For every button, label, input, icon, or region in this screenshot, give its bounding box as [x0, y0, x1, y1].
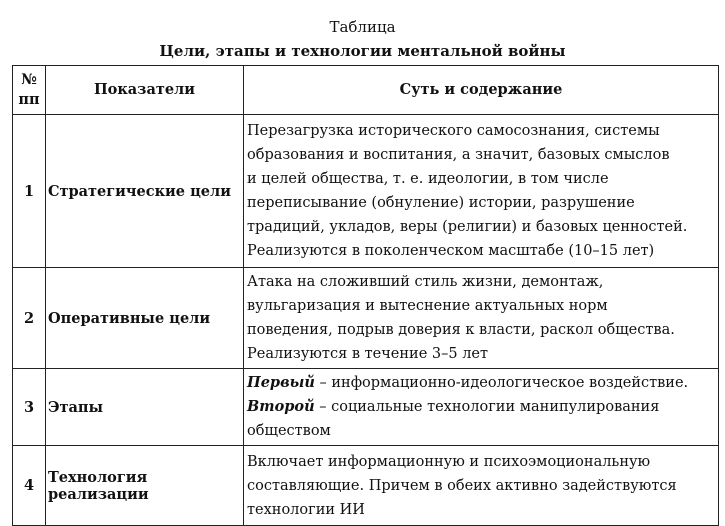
header-indicators: Показатели	[46, 66, 244, 115]
table-row	[13, 115, 719, 268]
table-title: Цели, этапы и технологии ментальной войны	[159, 42, 566, 60]
description-line: традиций, укладов, веры (религии) и базовых ценностей.	[247, 219, 688, 235]
row-indicator: Этапы	[46, 369, 244, 446]
row-indicator: Стратегические цели	[46, 115, 244, 268]
description-line: Атака на сложивший стиль жизни, демонтаж,	[247, 274, 604, 290]
row-number: 3	[13, 369, 46, 446]
description-line: Включает информационную и психоэмоциональную	[247, 453, 651, 470]
description-line: технологии ИИ	[247, 501, 365, 518]
row-number: 4	[13, 446, 46, 526]
row-description	[244, 369, 719, 446]
description-line: Реализуются в поколенческом масштабе (10–15 лет)	[247, 243, 655, 259]
row-description	[244, 115, 719, 268]
description-line: составляющие. Причем в обеих активно задействуются	[247, 477, 677, 494]
row-number: 2	[13, 268, 46, 369]
description-line: поведения, подрыв доверия к власти, раскол общества.	[247, 322, 675, 338]
description-line	[247, 371, 715, 395]
row-indicator: Технология реализации	[46, 446, 244, 526]
table-row	[13, 268, 719, 369]
goals-table	[12, 65, 719, 526]
description-line	[247, 395, 715, 419]
row-description	[244, 446, 719, 526]
stage-first-text: – информационно-идеологическое воздействие.	[314, 375, 689, 391]
description-line: обществом	[247, 423, 331, 439]
table-row	[13, 446, 719, 526]
header-essence: Суть и содержание	[244, 66, 719, 115]
row-number: 1	[13, 115, 46, 268]
stage-first-keyword: Первый	[247, 374, 315, 391]
table-row	[13, 369, 719, 446]
header-number-symbol: №	[21, 71, 37, 88]
description-line: Перезагрузка исторического самосознания, системы	[247, 123, 660, 139]
description-line: переписывание (обнуление) истории, разрушение	[247, 195, 635, 211]
description-line: образования и воспитания, а значит, базовых смыслов	[247, 147, 670, 163]
row-indicator: Оперативные цели	[46, 268, 244, 369]
row-description	[244, 268, 719, 369]
description-line: и целей общества, т. е. идеологии, в том числе	[247, 171, 609, 187]
table-label: Таблица	[329, 18, 396, 36]
description-line: вульгаризация и вытеснение актуальных норм	[247, 298, 608, 314]
table-header-row	[13, 66, 719, 115]
stage-second-text: – социальные технологии манипулирования	[314, 399, 660, 415]
description-line: Реализуются в течение 3–5 лет	[247, 346, 489, 362]
header-number-abbrev: пп	[18, 91, 40, 108]
header-number	[13, 66, 46, 115]
stage-second-keyword: Второй	[247, 398, 315, 415]
